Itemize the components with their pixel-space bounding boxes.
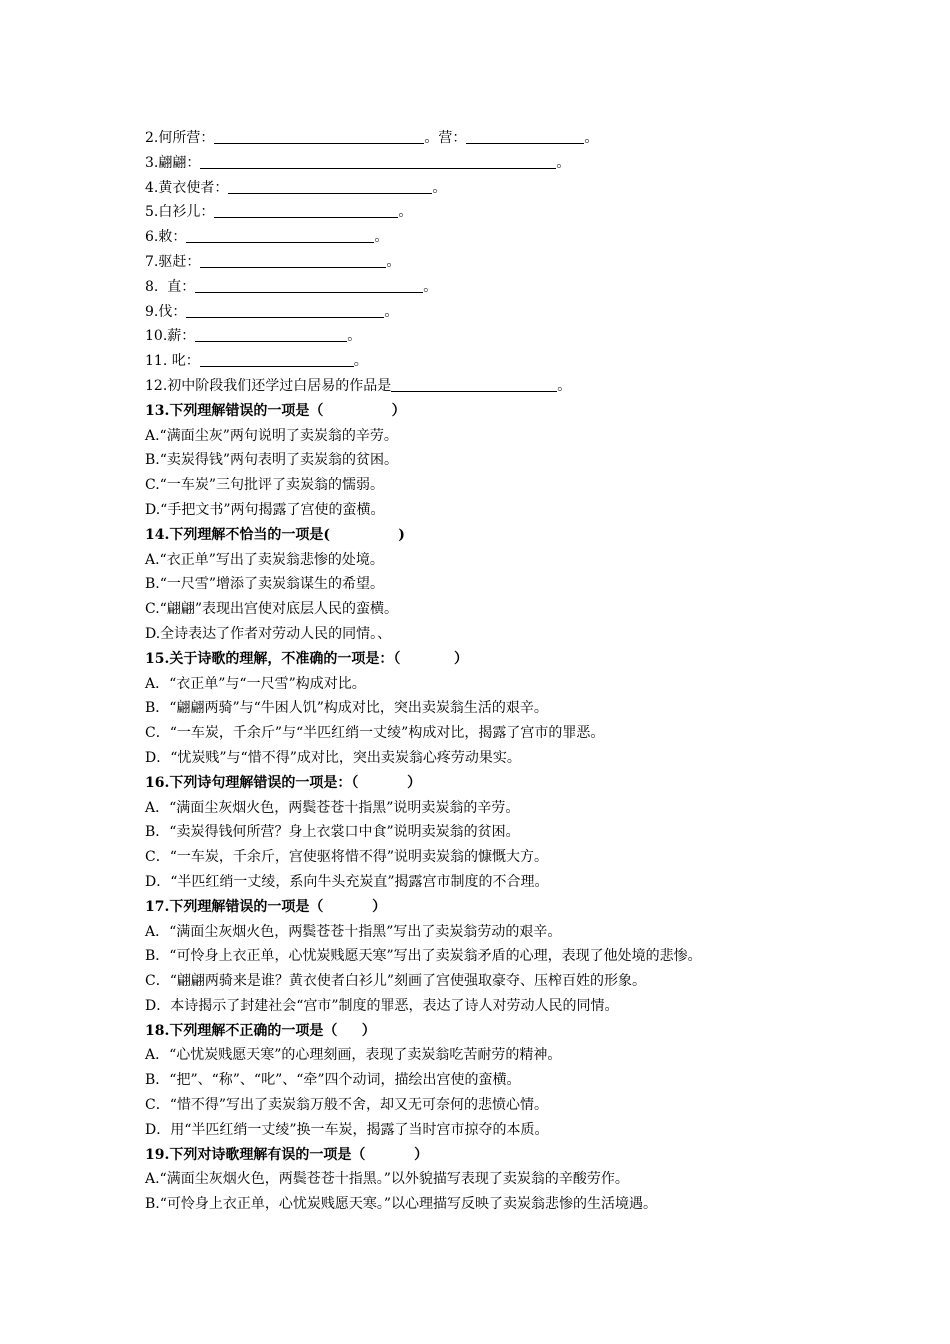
fill-punct: 。 (423, 278, 438, 295)
option-c: C．“翩翩两骑来是谁？黄衣使者白衫儿”刻画了宫使强取豪夺、压榨百姓的形象。 (145, 973, 647, 990)
fill-label: 6.敕： (145, 229, 187, 246)
answer-blank[interactable] (466, 129, 584, 144)
answer-blank[interactable] (214, 203, 398, 218)
option-c: C.“一车炭”三句批评了卖炭翁的懦弱。 (145, 477, 384, 494)
question-stem: 17.下列理解错误的一项是（ ） (145, 898, 387, 915)
fill-item-10 (145, 324, 845, 349)
fill-label: 3.翩翩： (145, 154, 201, 171)
fill-label: 。营： (424, 130, 467, 146)
answer-blank[interactable] (195, 278, 423, 293)
option-b: B．“可怜身上衣正单，心忧炭贱愿天寒”写出了卖炭翁矛盾的心理，表现了他处境的悲惨。 (145, 948, 702, 965)
answer-blank[interactable] (186, 228, 374, 243)
option-b: B.“一尺雪”增添了卖炭翁谋生的希望。 (145, 576, 385, 593)
fill-label: 12.初中阶段我们还学过白居易的作品是 (145, 377, 392, 394)
fill-punct: 。 (374, 229, 389, 246)
fill-item-7 (145, 250, 845, 275)
option-b: B．“把”、“称”、“叱”、“牵”四个动词，描绘出宫使的蛮横。 (145, 1072, 521, 1089)
fill-label: 10.薪： (145, 328, 196, 345)
answer-blank[interactable] (200, 352, 354, 367)
fill-label: 2.何所营： (145, 130, 215, 146)
option-d: D．本诗揭示了封建社会“宫市”制度的罪恶，表达了诗人对劳动人民的同情。 (145, 997, 619, 1014)
fill-label: 11. 叱： (145, 353, 200, 370)
option-a: A.“满面尘灰烟火色，两鬓苍苍十指黑。”以外貌描写表现了卖炭翁的辛酸劳作。 (145, 1171, 629, 1188)
fill-item-11 (145, 349, 845, 374)
question-stem: 13.下列理解错误的一项是（ ） (145, 402, 406, 419)
question-stem: 15.关于诗歌的理解，不准确的一项是：（ ） (145, 650, 468, 667)
fill-label: 8. 直： (145, 278, 196, 295)
fill-label: 9.伐： (145, 303, 187, 320)
answer-blank[interactable] (195, 327, 347, 342)
option-b: B．“翩翩两骑”与“牛困人饥”构成对比，突出卖炭翁生活的艰辛。 (145, 700, 548, 717)
option-d: D.“手把文书”两句揭露了宫使的蛮横。 (145, 501, 385, 518)
fill-item-6 (145, 225, 845, 250)
option-d: D．“忧炭贱”与“惜不得”成对比，突出卖炭翁心疼劳动果实。 (145, 749, 521, 766)
option-c: C．“一车炭，千余斤，宫使驱将惜不得”说明卖炭翁的慷慨大方。 (145, 849, 549, 866)
fill-item-4 (145, 176, 845, 201)
option-d: D.全诗表达了作者对劳动人民的同情。、 (145, 625, 392, 642)
question-stem: 14.下列理解不恰当的一项是( ) (145, 526, 405, 543)
fill-punct: 。 (398, 204, 413, 221)
option-c: C.“翩翩”表现出宫使对底层人民的蛮横。 (145, 601, 398, 618)
question-stem: 16.下列诗句理解错误的一项是：（ ） (145, 774, 422, 791)
fill-item-12 (145, 374, 845, 399)
option-d: D．用“半匹红绡一丈绫”换一车炭，揭露了当时宫市掠夺的本质。 (145, 1121, 549, 1138)
option-a: A．“心忧炭贱愿天寒”的心理刻画，表现了卖炭翁吃苦耐劳的精神。 (145, 1047, 562, 1064)
option-c: C．“惜不得”写出了卖炭翁万般不舍，却又无可奈何的悲愤心情。 (145, 1097, 549, 1114)
fill-punct: 。 (353, 353, 368, 370)
option-c: C．“一车炭，千余斤”与“半匹红绡一丈绫”构成对比，揭露了宫市的罪恶。 (145, 725, 605, 742)
fill-item-9 (145, 300, 845, 325)
fill-item-5 (145, 200, 845, 225)
fill-label: 4.黄衣使者： (145, 179, 229, 196)
answer-blank[interactable] (200, 154, 556, 169)
fill-item-3 (145, 151, 845, 176)
answer-blank[interactable] (186, 303, 384, 318)
fill-label: 5.白衫儿： (145, 204, 215, 221)
answer-blank[interactable] (228, 179, 432, 194)
question-stem: 18.下列理解不正确的一项是（ ） (145, 1022, 376, 1039)
fill-item-2 (145, 126, 845, 151)
worksheet (145, 126, 845, 1217)
option-a: A.“衣正单”写出了卖炭翁悲惨的处境。 (145, 551, 384, 568)
option-a: A．“衣正单”与“一尺雪”构成对比。 (145, 675, 366, 692)
option-b: B.“可怜身上衣正单，心忧炭贱愿天寒。”以心理描写反映了卖炭翁悲惨的生活境遇。 (145, 1196, 658, 1213)
option-a: A．“满面尘灰烟火色，两鬓苍苍十指黑”写出了卖炭翁劳动的艰辛。 (145, 923, 562, 940)
fill-item-8 (145, 275, 845, 300)
fill-punct: 。 (584, 130, 599, 146)
option-b: B.“卖炭得钱”两句表明了卖炭翁的贫困。 (145, 452, 399, 469)
option-a: A．“满面尘灰烟火色，两鬓苍苍十指黑”说明卖炭翁的辛劳。 (145, 799, 520, 816)
fill-punct: 。 (557, 377, 572, 394)
answer-blank[interactable] (214, 129, 424, 144)
option-a: A.“满面尘灰”两句说明了卖炭翁的辛劳。 (145, 427, 398, 444)
answer-blank[interactable] (200, 253, 386, 268)
fill-punct: 。 (347, 328, 362, 345)
fill-punct: 。 (386, 253, 401, 270)
fill-label: 7.驱赶： (145, 253, 201, 270)
question-stem: 19.下列对诗歌理解有误的一项是（ ） (145, 1146, 429, 1163)
option-d: D．“半匹红绡一丈绫，系向牛头充炭直”揭露宫市制度的不合理。 (145, 873, 549, 890)
option-b: B．“卖炭得钱何所营？身上衣裳口中食”说明卖炭翁的贫困。 (145, 824, 520, 841)
fill-punct: 。 (384, 303, 399, 320)
answer-blank[interactable] (391, 377, 557, 392)
fill-punct: 。 (556, 154, 571, 171)
fill-punct: 。 (432, 179, 447, 196)
